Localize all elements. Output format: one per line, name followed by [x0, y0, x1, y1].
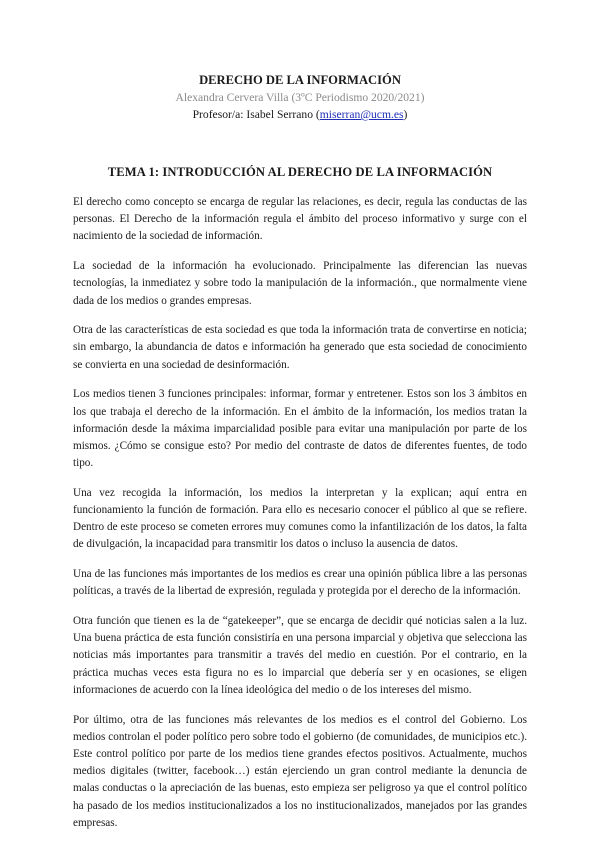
teacher-suffix: ): [403, 108, 408, 121]
teacher-email-link[interactable]: miserran@ucm.es: [319, 108, 404, 121]
body-text: [73, 194, 527, 832]
paragraph-7: Otra función que tienen es la de “gatekeeper”, que se encarga de decidir qué noticias salen a la luz. Una buena práctica de esta función consistiría en una persona imparcial y objetiva que selecciona las noticias más importantes para transmitir a través del medio en cuestión. Por el contrario, en la práctica muchas veces esta figura no es lo imparcial que debería ser y en ocasiones, se eligen informaciones de acuerdo con la línea ideológica del medio o de los intereses del mismo.: [73, 615, 527, 696]
paragraph-1: El derecho como concepto se encarga de regular las relaciones, es decir, regula las conductas de las personas. El Derecho de la información regula el ámbito del proceso informativo y surge con el nacimiento de la sociedad de información.: [73, 196, 527, 243]
teacher-line: [73, 106, 527, 123]
author-line: Alexandra Cervera Villa (3ºC Periodismo 2020/2021): [175, 91, 425, 104]
paragraph-2: La sociedad de la información ha evolucionado. Principalmente las diferencian las nuevas tecnologías, la inmediatez y sobre todo la manipulación de la información., que normalmente viene dada de los medios o grandes empresas.: [73, 260, 527, 307]
document-header: [73, 72, 527, 123]
paragraph-6: Una de las funciones más importantes de los medios es crear una opinión pública libre a las personas políticas, a través de la libertad de expresión, regulada y protegida por el derecho de la información.: [73, 568, 527, 598]
document-title: DERECHO DE LA INFORMACIÓN: [199, 73, 401, 87]
teacher-prefix: Profesor/a: Isabel Serrano (: [192, 108, 320, 121]
section-title: TEMA 1: INTRODUCCIÓN AL DERECHO DE LA INFORMACIÓN: [107, 165, 493, 179]
paragraph-4: Los medios tienen 3 funciones principales: informar, formar y entretener. Estos son los 3 ámbitos en los que trabaja el derecho de la información. En el ámbito de la información, los medios tratan la información desde la máxima imparcialidad posible para evitar una manipulación por parte de los mismos. ¿Cómo se consigue esto? Por medio del contraste de datos de diferentes fuentes, de todo tipo.: [73, 388, 527, 470]
paragraph-5: Una vez recogida la información, los medios la interpretan y la explican; aquí entra en funcionamiento la función de formación. Para ello es necesario conocer el público al que se refiere. Dentro de este proceso se cometen errores muy comunes como la infantilización de los datos, la falta de divulgación, la incapacidad para transmitir los datos o incluso la ausencia de datos.: [73, 486, 527, 551]
paragraph-8: Por último, otra de las funciones más relevantes de los medios es el control del Gobierno. Los medios controlan el poder político pero sobre todo el gobierno (de comunidades, de municipios etc.). Este control político por parte de los medios tiene grandes efectos positivos. Actualmente, muchos medios digitales (twitter, facebook…) están ejerciendo un gran control mediante la denuncia de malas conductas o la apreciación de las buenas, esto empieza ser peligroso ya que el control político ha pasado de los medios institucionalizados a los no institucionalizados, manejados por las grandes empresas.: [73, 713, 527, 829]
paragraph-3: Otra de las características de esta sociedad es que toda la información trata de convertirse en noticia; sin embargo, la abundancia de datos e información ha generado que esta sociedad de conocimiento se convierta en una sociedad de desinformación.: [73, 324, 527, 371]
